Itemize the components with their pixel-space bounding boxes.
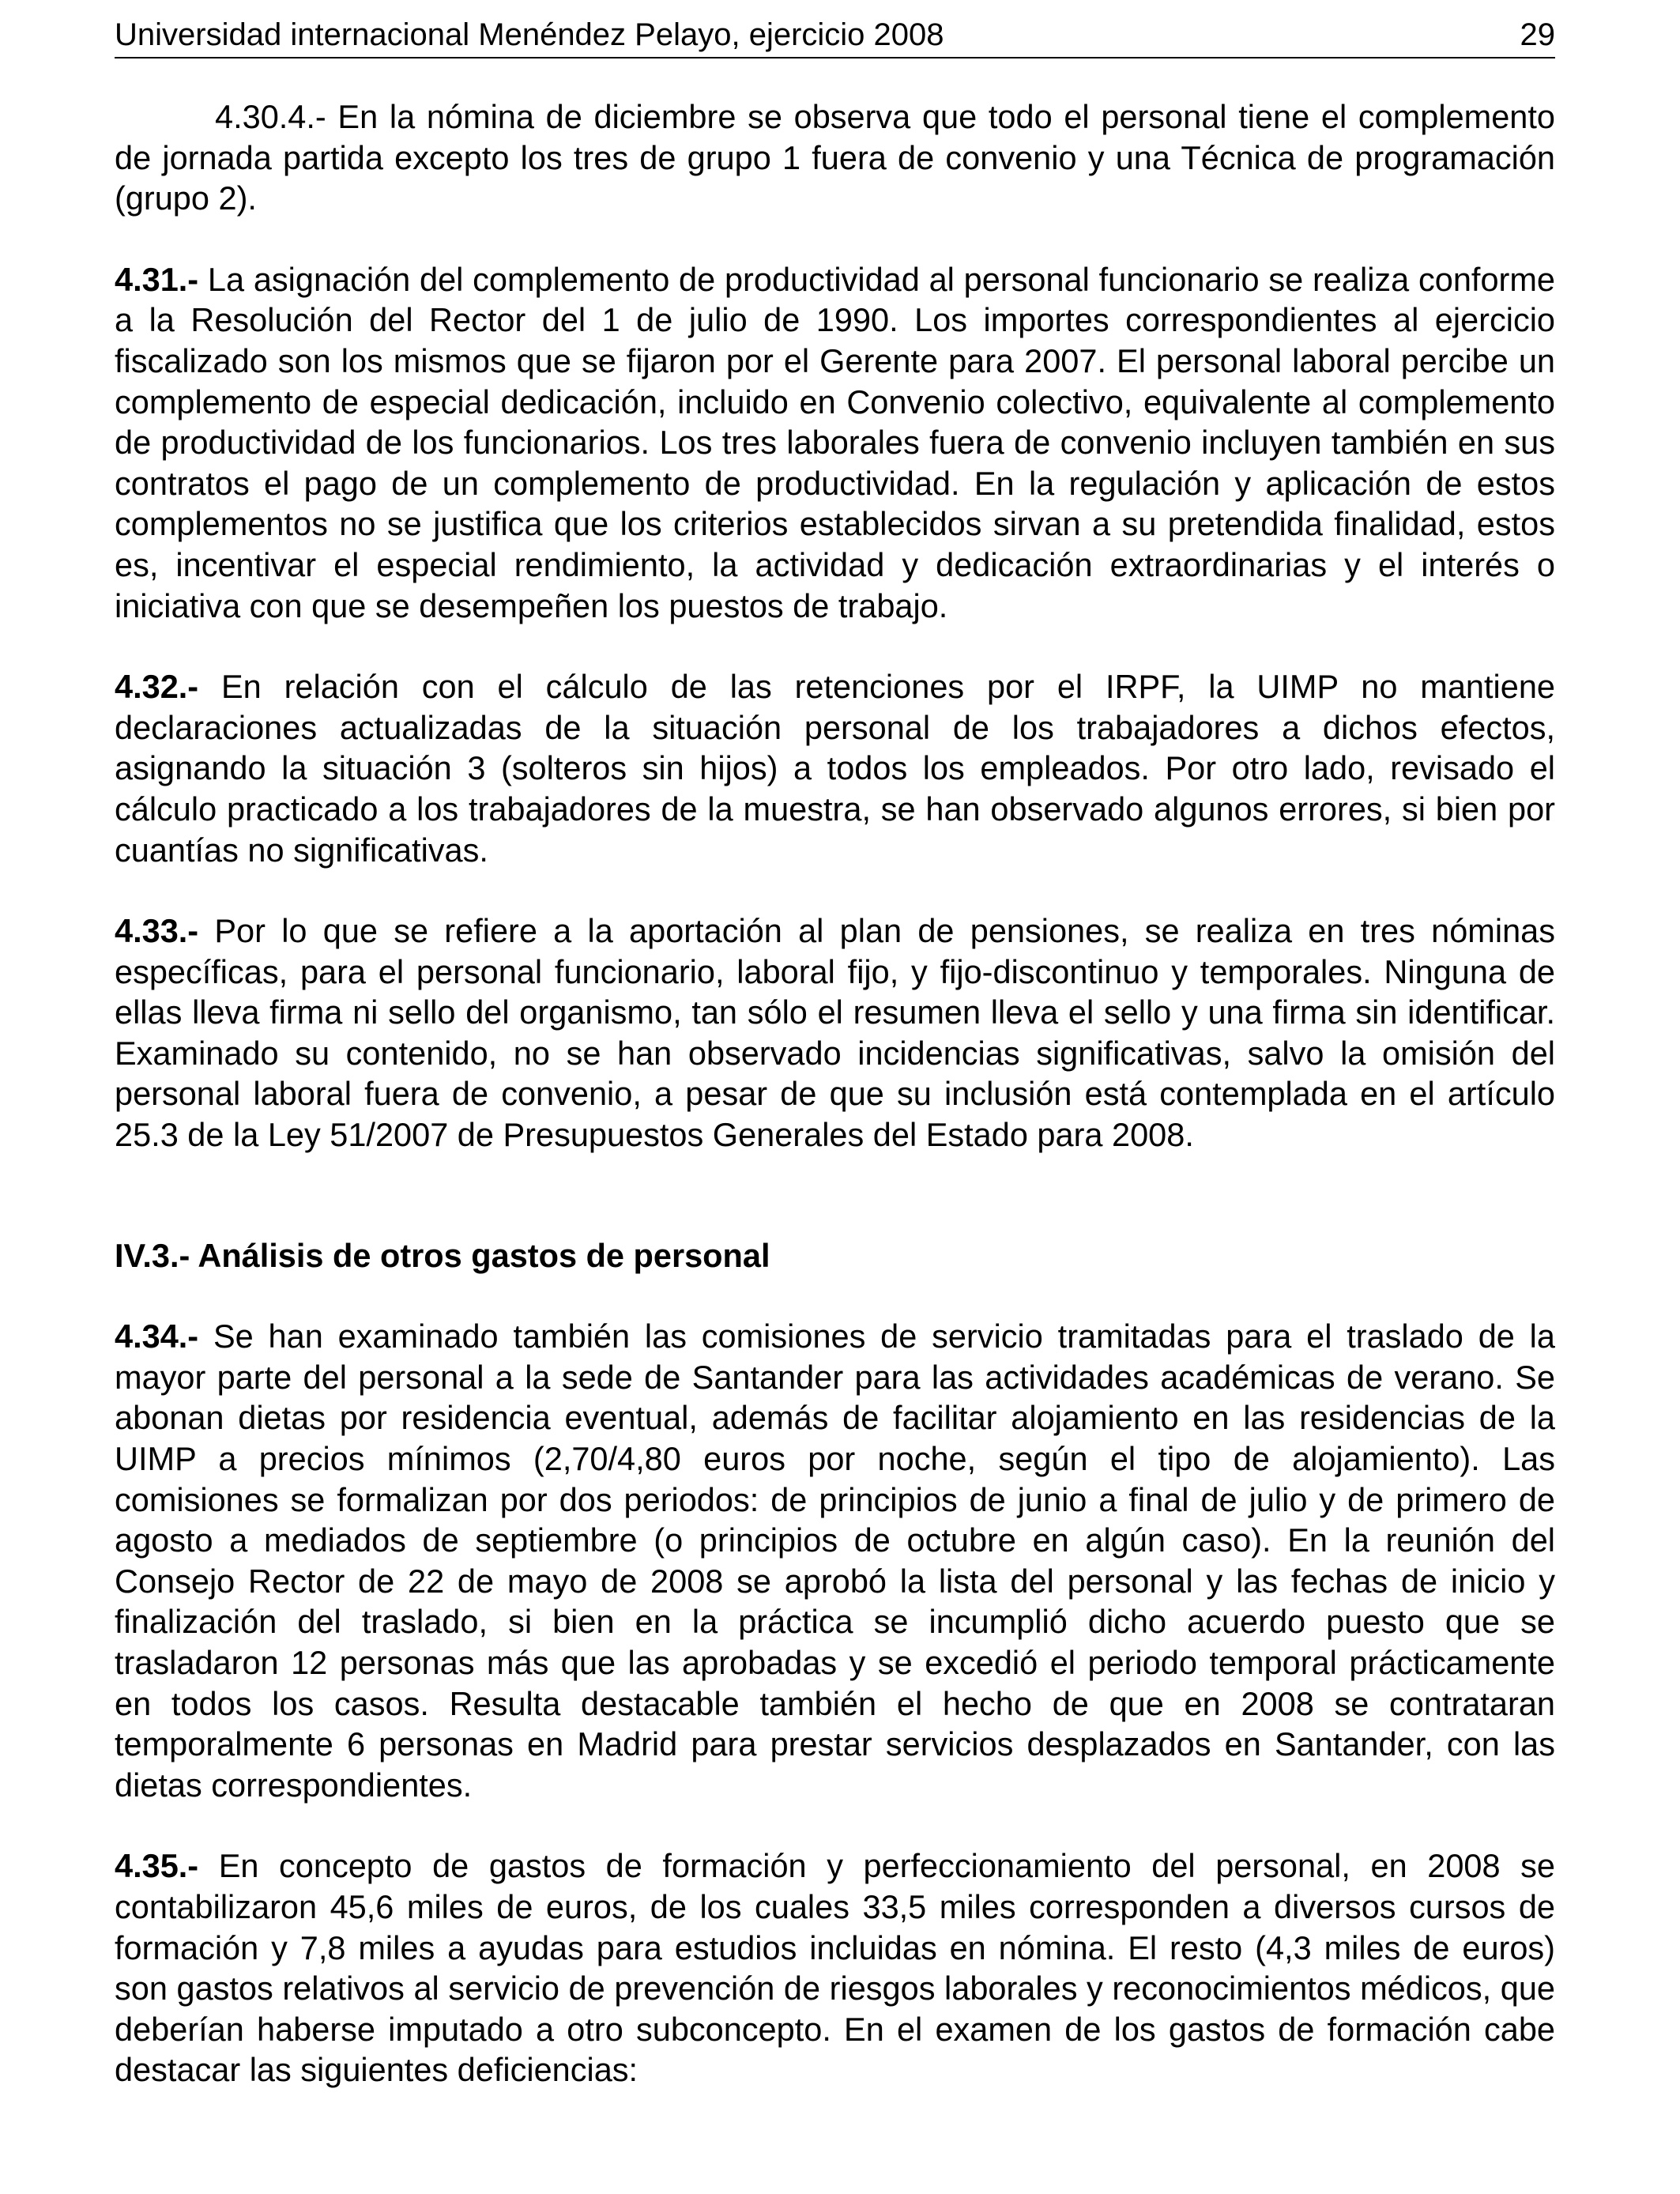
- paragraph-text: En relación con el cálculo de las retenciones por el IRPF, la UIMP no mantiene declaraciones actualizadas de la situación personal de los trabajadores a dichos efectos, asignando la situación 3 (solteros sin hijos) a todos los empleados. Por otro lado, revisado el cálculo practicado a los trabajadores de la muestra, se han observado algunos errores, si bien por cuantías no significativas.: [115, 668, 1555, 869]
- paragraph-text: En concepto de gastos de formación y perfeccionamiento del personal, en 2008 se contabilizaron 45,6 miles de euros, de los cuales 33,5 miles corresponden a diversos cursos de formación y 7,8 miles a ayudas para estudios incluidas en nómina. El resto (4,3 miles de euros) son gastos relativos al servicio de prevención de riesgos laborales y reconocimientos médicos, que deberían haberse imputado a otro subconcepto. En el examen de los gastos de formación cabe destacar las siguientes deficiencias:: [115, 1847, 1555, 2089]
- header-title: Universidad internacional Menéndez Pelayo, ejercicio 2008: [115, 17, 944, 52]
- paragraph-4-31: [115, 259, 1555, 626]
- document-body: [115, 96, 1555, 2131]
- paragraph-text: 4.30.4.- En la nómina de diciembre se observa que todo el personal tiene el complemento de jornada partida excepto los tres de grupo 1 fuera de convenio y una Técnica de programación (grupo 2).: [115, 98, 1555, 217]
- paragraph-number: 4.35.-: [115, 1847, 199, 1885]
- paragraph-number: 4.31.-: [115, 260, 199, 298]
- paragraph-text: La asignación del complemento de productividad al personal funcionario se realiza conforme a la Resolución del Rector del 1 de julio de 1990. Los importes correspondientes al ejercicio fiscalizado son los mismos que se fijaron por el Gerente para 2007. El personal laboral percibe un complemento de especial dedicación, incluido en Convenio colectivo, equivalente al complemento de productividad de los funcionarios. Los tres laborales fuera de convenio incluyen también en sus contratos el pago de un complemento de productividad. En la regulación y aplicación de estos complementos no se justifica que los criterios establecidos sirvan a su pretendida finalidad, estos es, incentivar el especial rendimiento, la actividad y dedicación extraordinarias y el interés o iniciativa con que se desempeñen los puestos de trabajo.: [115, 260, 1555, 624]
- paragraph-text: Se han examinado también las comisiones de servicio tramitadas para el traslado de la mayor parte del personal a la sede de Santander para las actividades académicas de verano. Se abonan dietas por residencia eventual, además de facilitar alojamiento en las residencias de la UIMP a precios mínimos (2,70/4,80 euros por noche, según el tipo de alojamiento). Las comisiones se formalizan por dos periodos: de principios de junio a final de julio y de primero de agosto a mediados de septiembre (o principios de octubre en algún caso). En la reunión del Consejo Rector de 22 de mayo de 2008 se aprobó la lista del personal y las fechas de inicio y finalización del traslado, si bien en la práctica se incumplió dicho acuerdo puesto que se trasladaron 12 personas más que las aprobadas y se excedió el periodo temporal prácticamente en todos los casos. Resulta destacable también el hecho de que en 2008 se contrataran temporalmente 6 personas en Madrid para prestar servicios desplazados en Santander, con las dietas correspondientes.: [115, 1318, 1555, 1804]
- paragraph-number: 4.34.-: [115, 1318, 199, 1355]
- paragraph-4-33: [115, 910, 1555, 1155]
- paragraph-4-35: [115, 1845, 1555, 2090]
- page-number: 29: [1520, 17, 1555, 52]
- paragraph-number: 4.32.-: [115, 668, 199, 706]
- section-heading: IV.3.- Análisis de otros gastos de personal: [115, 1236, 770, 1274]
- page-header: [115, 16, 1555, 58]
- paragraph-4-32: [115, 666, 1555, 870]
- paragraph-text: Por lo que se refiere a la aportación al plan de pensiones, se realiza en tres nóminas específicas, para el personal funcionario, laboral fijo, y fijo-discontinuo y temporales. Ninguna de ellas lleva firma ni sello del organismo, tan sólo el resumen lleva el sello y una firma sin identificar. Examinado su contenido, no se han observado incidencias significativas, salvo la omisión del personal laboral fuera de convenio, a pesar de que su inclusión está contemplada en el artículo 25.3 de la Ley 51/2007 de Presupuestos Generales del Estado para 2008.: [115, 912, 1555, 1154]
- paragraph-4-34: [115, 1316, 1555, 1805]
- paragraph-4-30-4: [115, 96, 1555, 219]
- paragraph-number: 4.33.-: [115, 912, 199, 950]
